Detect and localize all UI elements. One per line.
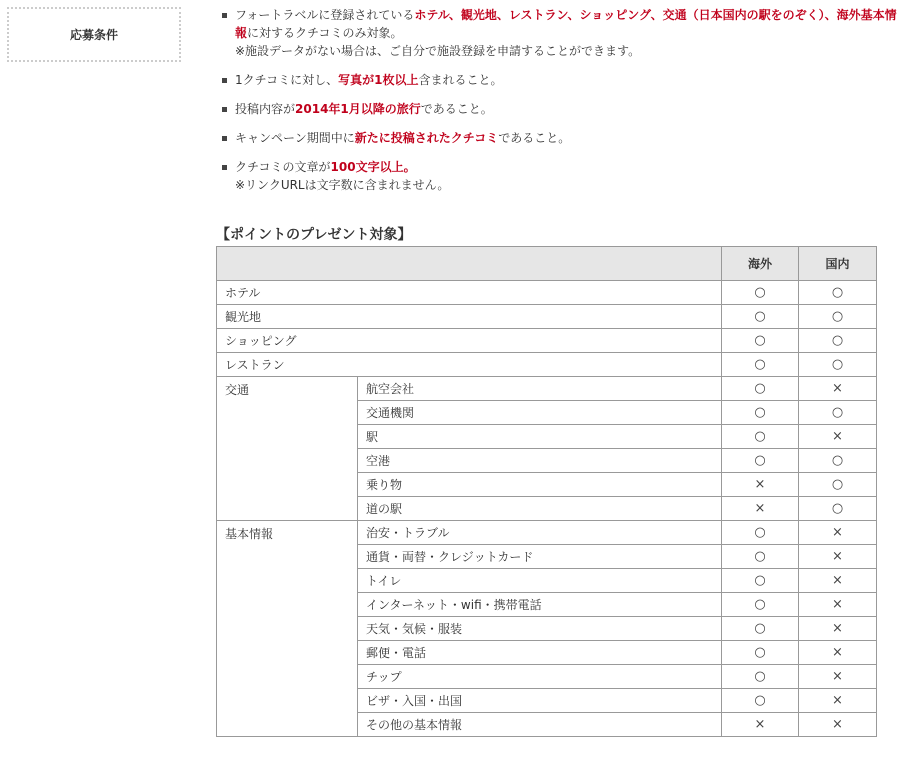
overseas-mark: ○ — [722, 329, 799, 353]
domestic-mark: × — [799, 545, 877, 569]
domestic-mark: × — [799, 593, 877, 617]
condition-text: 1クチコミに対し、 — [235, 73, 339, 87]
domestic-mark: × — [799, 665, 877, 689]
domestic-mark: × — [799, 521, 877, 545]
table-row — [217, 521, 877, 545]
condition-text: に対するクチコミのみ対象。 — [247, 26, 403, 40]
conditions-label — [7, 7, 181, 62]
overseas-mark: ○ — [722, 569, 799, 593]
row-subcategory: インターネット・wifi・携帯電話 — [358, 593, 722, 617]
row-category: 交通 — [217, 377, 358, 521]
row-subcategory: 交通機関 — [358, 401, 722, 425]
row-subcategory: 乗り物 — [358, 473, 722, 497]
overseas-mark: ○ — [722, 665, 799, 689]
condition-note: ※リンクURLは文字数に含まれません。 — [235, 178, 450, 192]
domestic-mark: ○ — [799, 473, 877, 497]
condition-item — [221, 71, 901, 89]
overseas-mark: ○ — [722, 425, 799, 449]
conditions-label-text: 応募条件 — [69, 28, 118, 42]
bullet-icon — [222, 78, 227, 83]
row-subcategory: 天気・気候・服装 — [358, 617, 722, 641]
domestic-mark: ○ — [799, 497, 877, 521]
domestic-mark: × — [799, 377, 877, 401]
condition-highlight: ホテル、観光地、レストラン、ショッピング、交通（日本国内の駅をのぞく）、海外基本情報 — [235, 8, 897, 40]
table-row — [217, 377, 877, 401]
row-subcategory: 道の駅 — [358, 497, 722, 521]
header-domestic: 国内 — [799, 247, 877, 281]
condition-note: ※施設データがない場合は、ご自分で施設登録を申請することができます。 — [235, 44, 641, 58]
row-category: レストラン — [217, 353, 722, 377]
header-category — [217, 247, 722, 281]
table-row — [217, 281, 877, 305]
overseas-mark: ○ — [722, 641, 799, 665]
row-subcategory: 郵便・電話 — [358, 641, 722, 665]
overseas-mark: ○ — [722, 401, 799, 425]
overseas-mark: ○ — [722, 281, 799, 305]
bullet-icon — [222, 165, 227, 170]
overseas-mark: ○ — [722, 305, 799, 329]
overseas-mark: ○ — [722, 617, 799, 641]
domestic-mark: ○ — [799, 449, 877, 473]
overseas-mark: × — [722, 473, 799, 497]
condition-text: 含まれること。 — [418, 73, 503, 87]
overseas-mark: ○ — [722, 689, 799, 713]
row-subcategory: 空港 — [358, 449, 722, 473]
condition-highlight: 新たに投稿されたクチコミ — [354, 131, 499, 145]
domestic-mark: ○ — [799, 353, 877, 377]
condition-text: フォートラベルに登録されている — [235, 8, 415, 22]
overseas-mark: ○ — [722, 353, 799, 377]
condition-text: であること。 — [498, 131, 571, 145]
condition-highlight: 100文字以上。 — [330, 160, 416, 174]
condition-item — [221, 6, 901, 60]
overseas-mark: ○ — [722, 545, 799, 569]
domestic-mark: × — [799, 617, 877, 641]
condition-item — [221, 158, 901, 194]
domestic-mark: ○ — [799, 401, 877, 425]
row-subcategory: チップ — [358, 665, 722, 689]
row-category: 基本情報 — [217, 521, 358, 737]
domestic-mark: × — [799, 713, 877, 737]
overseas-mark: ○ — [722, 593, 799, 617]
row-subcategory: 通貨・両替・クレジットカード — [358, 545, 722, 569]
overseas-mark: ○ — [722, 449, 799, 473]
row-subcategory: 駅 — [358, 425, 722, 449]
overseas-mark: ○ — [722, 521, 799, 545]
header-overseas: 海外 — [722, 247, 799, 281]
condition-item — [221, 100, 901, 118]
condition-text: であること。 — [420, 102, 493, 116]
row-category: ショッピング — [217, 329, 722, 353]
bullet-icon — [222, 136, 227, 141]
conditions-list — [221, 6, 901, 205]
condition-text: 投稿内容が — [235, 102, 296, 116]
points-table — [216, 246, 877, 737]
table-header-row — [217, 247, 877, 281]
row-subcategory: その他の基本情報 — [358, 713, 722, 737]
row-category: ホテル — [217, 281, 722, 305]
overseas-mark: × — [722, 713, 799, 737]
row-subcategory: トイレ — [358, 569, 722, 593]
domestic-mark: × — [799, 641, 877, 665]
section-title: 【ポイントのプレゼント対象】 — [216, 227, 412, 243]
row-category: 観光地 — [217, 305, 722, 329]
domestic-mark: ○ — [799, 281, 877, 305]
bullet-icon — [222, 107, 227, 112]
row-subcategory: 治安・トラブル — [358, 521, 722, 545]
condition-text: クチコミの文章が — [235, 160, 331, 174]
table-row — [217, 305, 877, 329]
points-table-body — [217, 281, 877, 737]
overseas-mark: × — [722, 497, 799, 521]
row-subcategory: ビザ・入国・出国 — [358, 689, 722, 713]
domestic-mark: × — [799, 689, 877, 713]
table-row — [217, 329, 877, 353]
domestic-mark: ○ — [799, 329, 877, 353]
domestic-mark: ○ — [799, 305, 877, 329]
overseas-mark: ○ — [722, 377, 799, 401]
bullet-icon — [222, 13, 227, 18]
condition-text: キャンペーン期間中に — [235, 131, 355, 145]
condition-item — [221, 129, 901, 147]
condition-highlight: 2014年1月以降の旅行 — [295, 102, 421, 116]
domestic-mark: × — [799, 569, 877, 593]
row-subcategory: 航空会社 — [358, 377, 722, 401]
domestic-mark: × — [799, 425, 877, 449]
table-row — [217, 353, 877, 377]
condition-highlight: 写真が1枚以上 — [338, 73, 419, 87]
